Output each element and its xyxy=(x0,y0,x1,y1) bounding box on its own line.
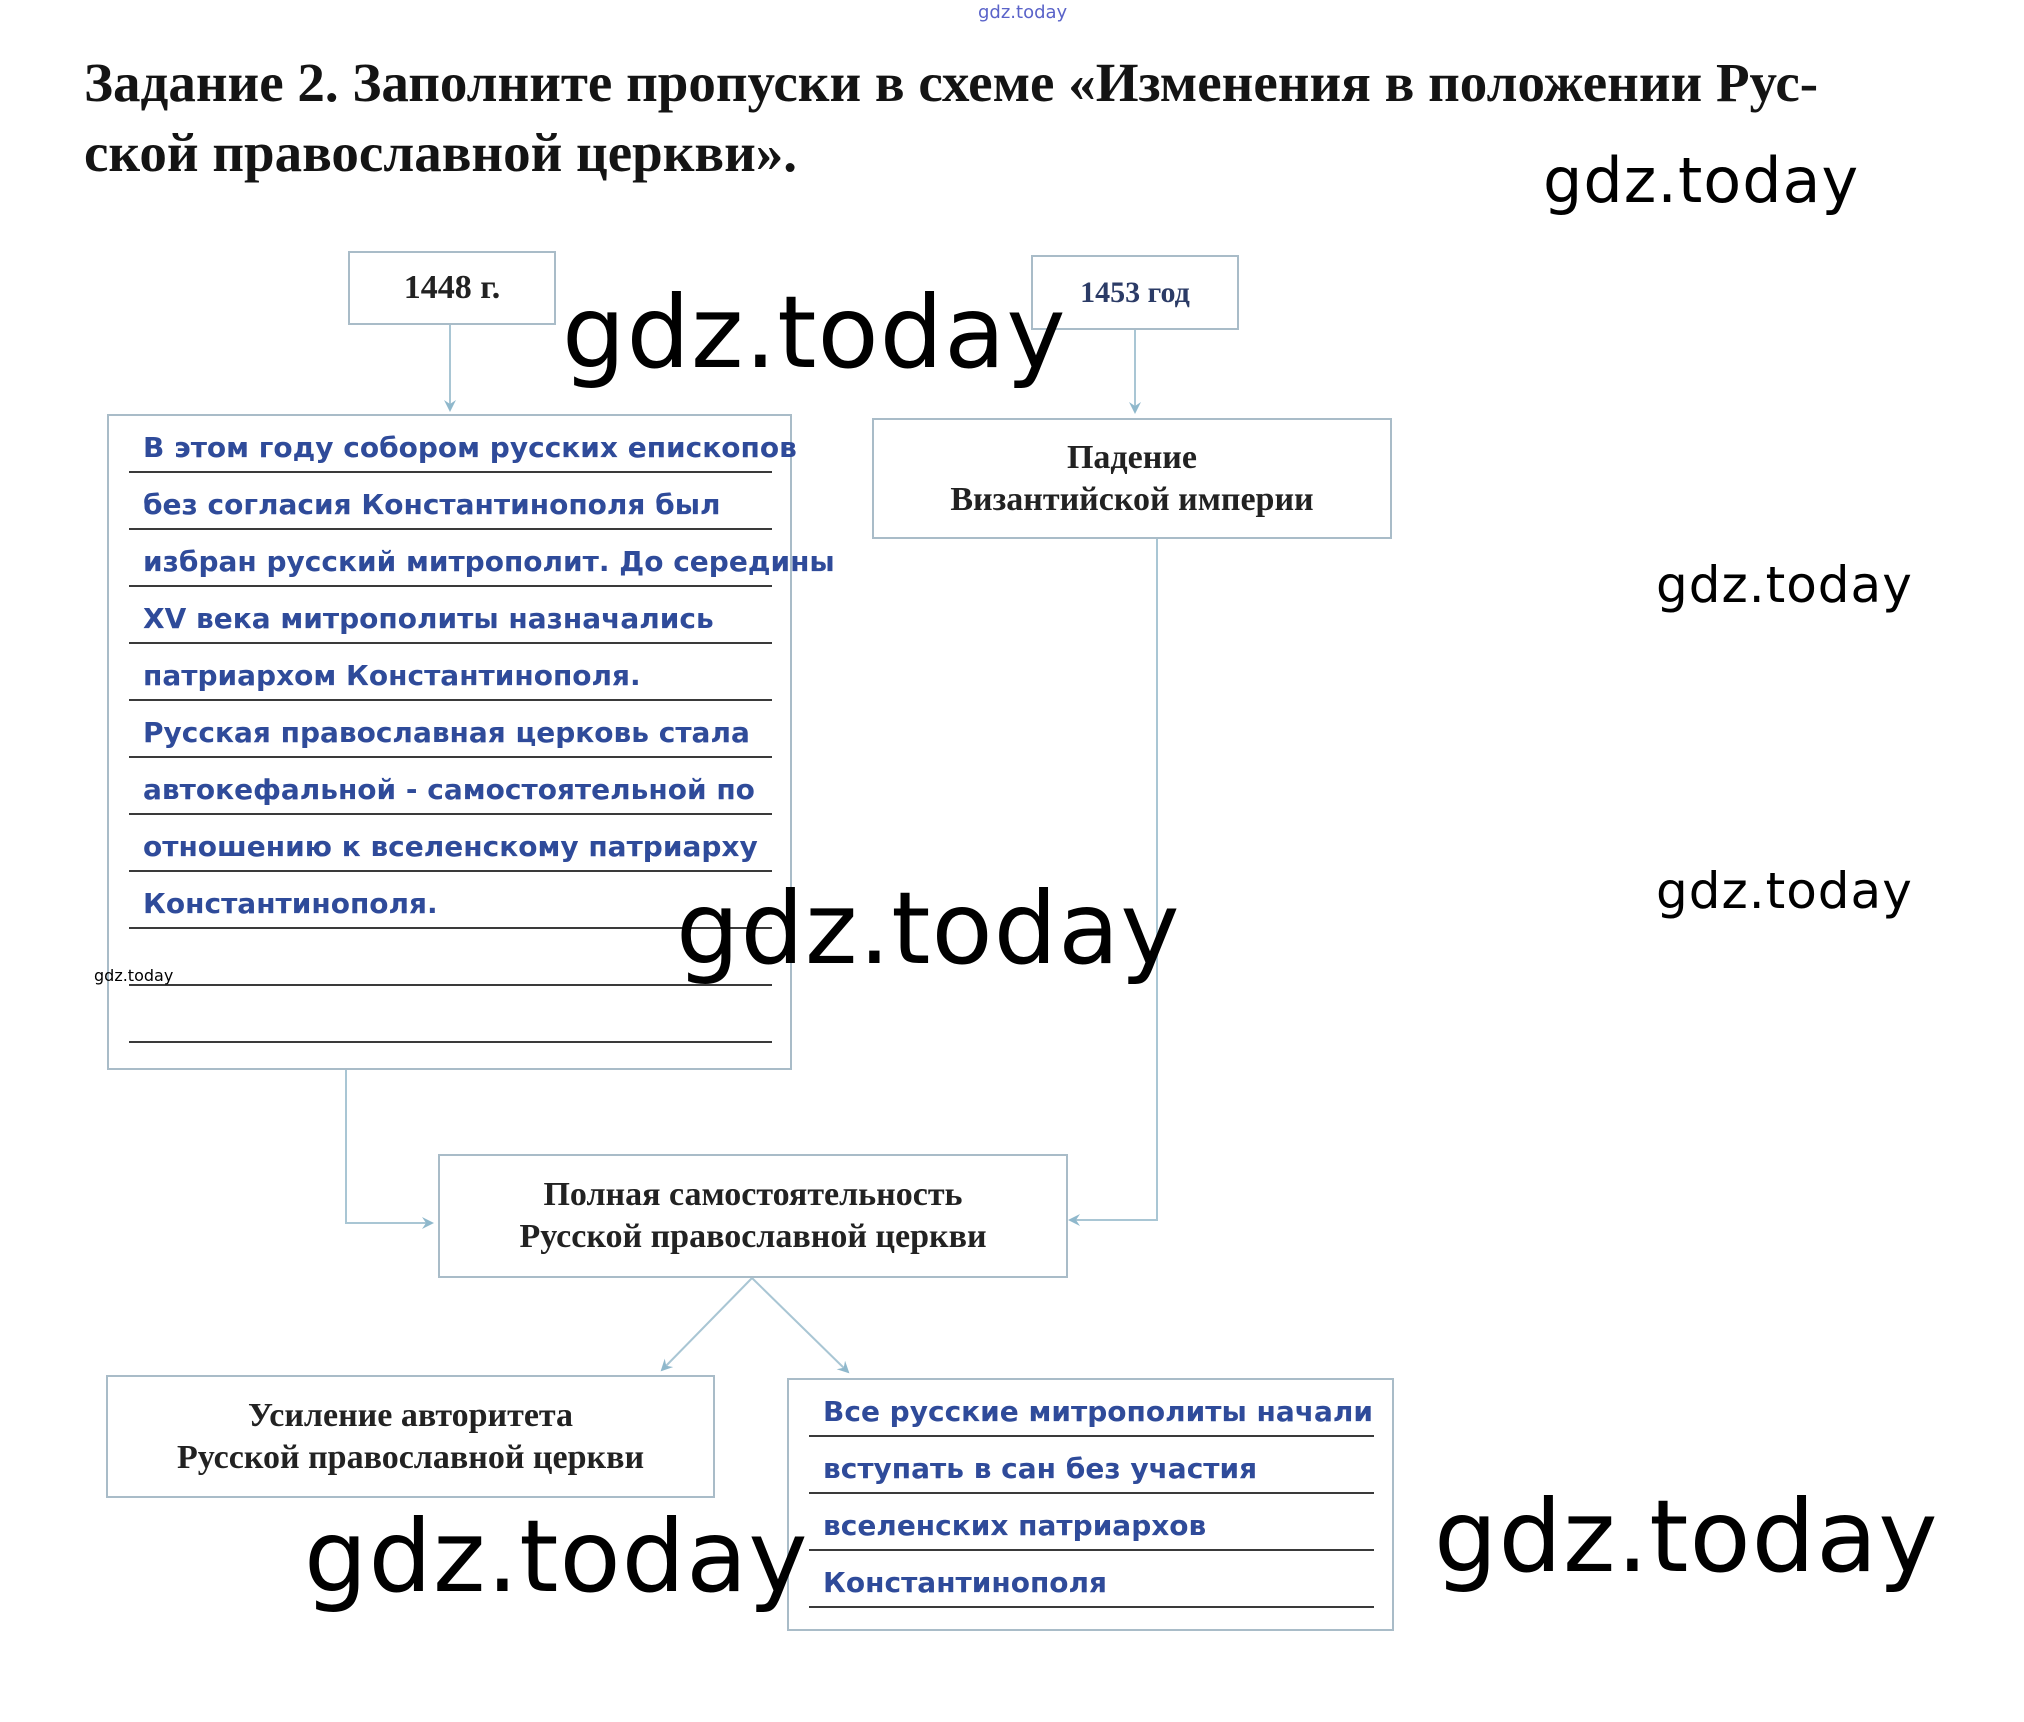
year-1448-label: 1448 г. xyxy=(403,269,501,306)
year-1448-box xyxy=(348,251,556,325)
answer-1448-line: автокефальной - самостоятельной по xyxy=(129,758,772,815)
watermark: gdz.today xyxy=(676,870,1181,987)
byzantium-fall-box xyxy=(872,418,1392,539)
answer-1448-line: Константинополя. xyxy=(129,872,772,929)
arrow-answer-to-independence xyxy=(346,1070,432,1223)
answer-result-line: вступать в сан без участия xyxy=(809,1437,1374,1494)
independence-line-2: Русской православной церкви xyxy=(519,1218,987,1255)
answer-result-line: вселенских патриархов xyxy=(809,1494,1374,1551)
answer-result-box xyxy=(787,1378,1394,1631)
watermark: gdz.today xyxy=(1656,862,1913,920)
year-1453-label: 1453 год xyxy=(1080,275,1190,309)
answer-1448-line: патриархом Константинополя. xyxy=(129,644,772,701)
watermark: gdz.today xyxy=(978,2,1068,23)
authority-box xyxy=(106,1375,715,1498)
watermark: gdz.today xyxy=(1656,556,1913,614)
arrow-independence-to-result xyxy=(752,1278,848,1372)
independence-box xyxy=(438,1154,1068,1278)
watermark: gdz.today xyxy=(304,1498,809,1615)
answer-result-line: Все русские митрополиты начали xyxy=(809,1380,1374,1437)
authority-line-2: Русской православной церкви xyxy=(176,1438,645,1476)
answer-1448-line: избран русский митрополит. До середины xyxy=(129,530,772,587)
watermark: gdz.today xyxy=(1434,1478,1939,1595)
answer-result-line: Константинополя xyxy=(809,1551,1374,1608)
task-title-line-2: ской православной церкви». xyxy=(84,122,798,183)
answer-1448-line: без согласия Константинополя был xyxy=(129,473,772,530)
watermark: gdz.today xyxy=(94,966,174,985)
answer-1448-line: отношению к вселенскому патриарху xyxy=(129,815,772,872)
answer-1448-line: XV века митрополиты назначались xyxy=(129,587,772,644)
watermark: gdz.today xyxy=(1543,144,1860,217)
watermark: gdz.today xyxy=(562,274,1067,391)
authority-line-1: Усиление авторитета xyxy=(247,1396,574,1434)
byzantium-line-2: Византийской империи xyxy=(950,480,1314,518)
answer-1448-line xyxy=(129,986,772,1043)
arrow-independence-to-authority xyxy=(662,1278,752,1370)
byzantium-line-1: Падение xyxy=(1066,438,1197,476)
task-title-line-1: Задание 2. Заполните пропуски в схеме «Изменения в положении Рус- xyxy=(84,52,1819,113)
independence-line-1: Полная самостоятельность xyxy=(543,1176,963,1213)
answer-1448-line: Русская православная церковь стала xyxy=(129,701,772,758)
answer-1448-line: В этом году собором русских епископов xyxy=(129,416,772,473)
